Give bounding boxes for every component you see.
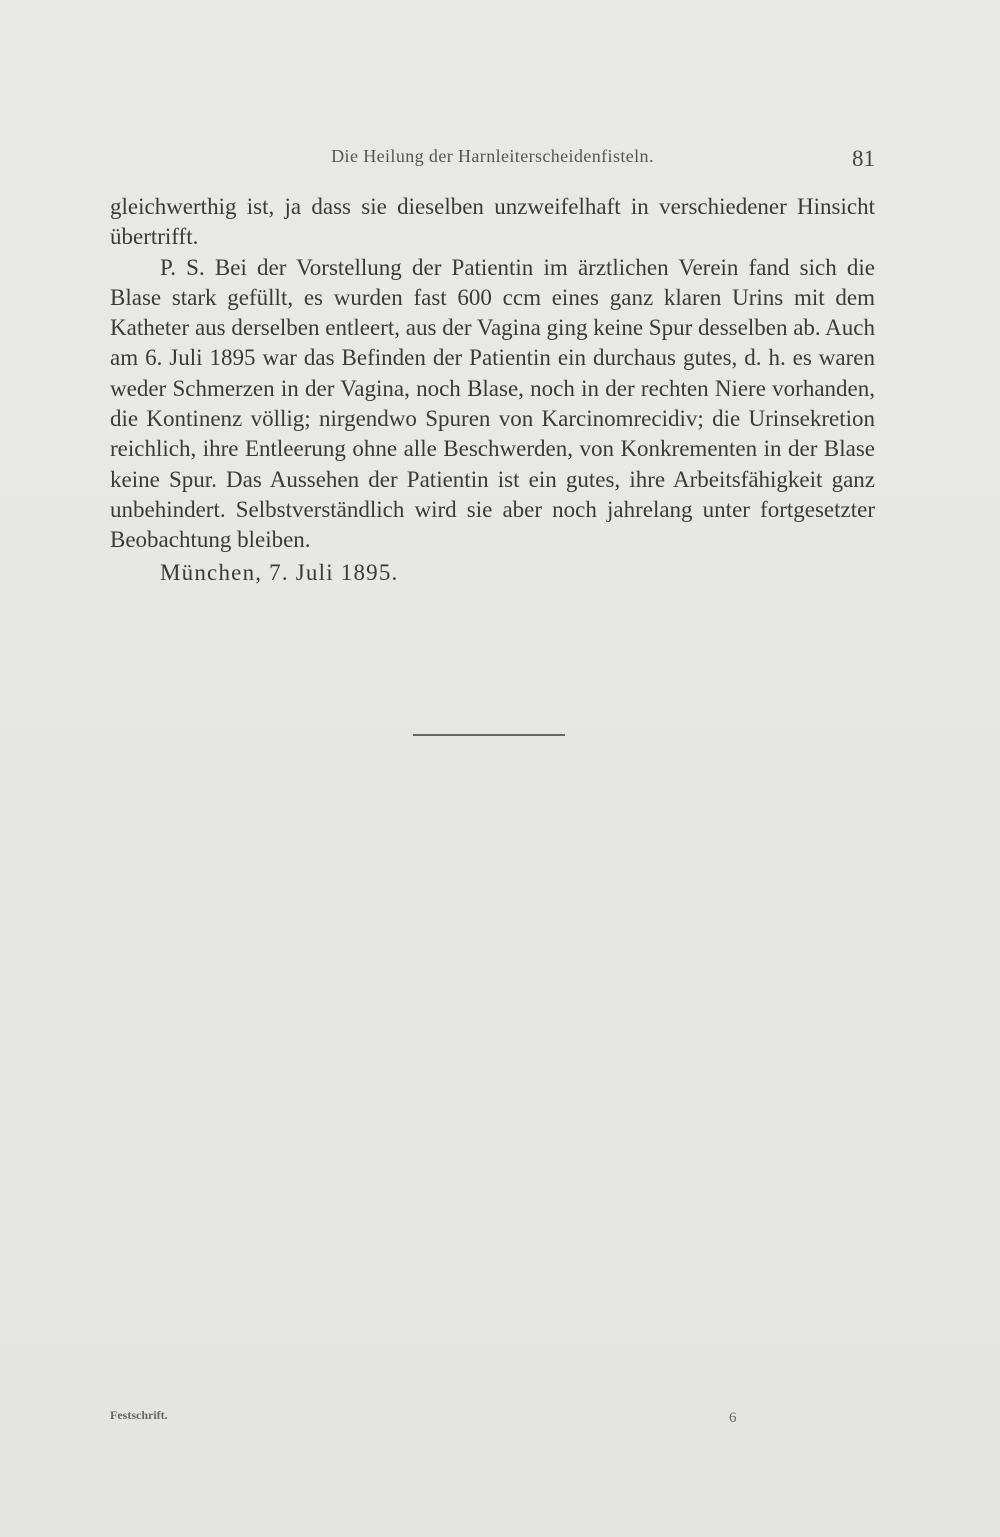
page-number: 81: [852, 146, 875, 171]
paragraph-1: gleichwerthig ist, ja dass sie dieselben unzweifelhaft in verschiedener Hinsicht übertrifft.: [110, 194, 875, 250]
running-title: Die Heilung der Harnleiterscheidenfisteln.: [331, 146, 654, 166]
body-text: [110, 192, 875, 588]
section-divider: [413, 734, 565, 736]
signature-label: Festschrift.: [110, 1408, 168, 1422]
paragraph-2: P. S. Bei der Vorstellung der Patientin im ärztlichen Verein fand sich die Blase stark gefüllt, es wurden fast 600 ccm eines ganz klaren Urins mit dem Katheter aus derselben entleert, aus der Vagina ging keine Spur desselben ab. Auch am 6. Juli 1895 war das Befinden der Patientin ein durchaus gutes, d. h. es waren weder Schmerzen in der Vagina, noch Blase, noch in der rechten Niere vorhanden, die Kontinenz völlig; nirgendwo Spuren von Karcinomrecidiv; die Urinsekretion reichlich, ihre Entleerung ohne alle Beschwerden, von Konkrementen in der Blase keine Spur. Das Aussehen der Patientin ist ein gutes, ihre Arbeitsfähigkeit ganz unbehindert. Selbstverständlich wird sie aber noch jahrelang unter fortgesetzter Beobachtung bleiben.: [110, 254, 875, 553]
sheet-number: 6: [729, 1410, 737, 1426]
dateline: München, 7. Juli 1895.: [160, 559, 399, 585]
running-head: [110, 146, 875, 176]
